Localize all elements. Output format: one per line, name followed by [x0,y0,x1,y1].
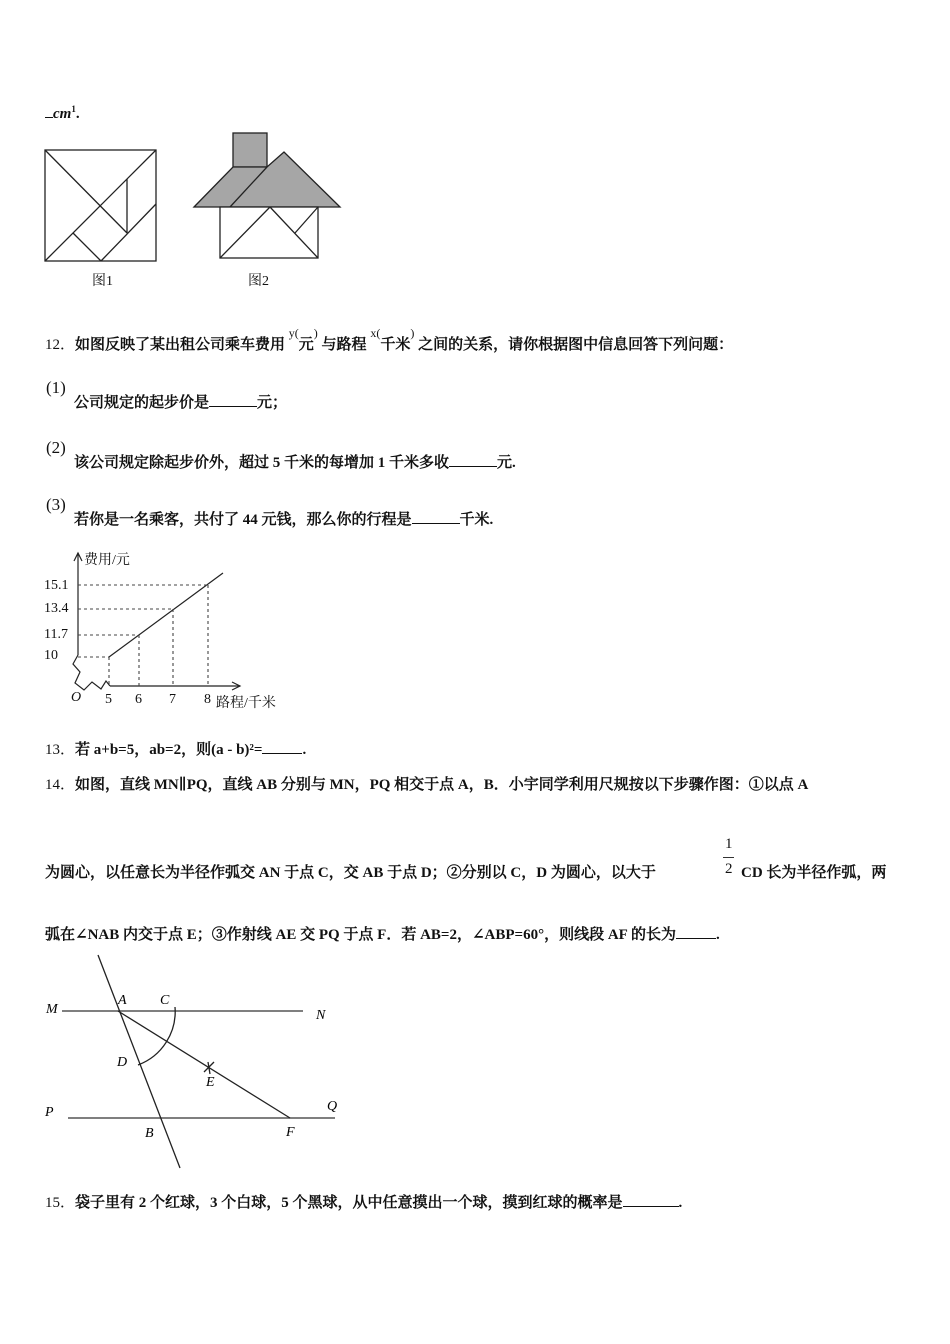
question-14-line-2: 为圆心，以任意长为半径作弧交 AN 于点 C，交 AB 于点 D；②分别以 C，D 为圆心，以大于 [45,865,656,881]
label-b: B [145,1126,154,1141]
y-tick-label: 15.1 [44,578,69,593]
ray-af [118,1011,290,1118]
x-axis-arrow [232,682,240,690]
y-variable: y( [288,326,299,340]
answer-blank-unit [45,103,80,123]
y-axis-label: 费用/元 [84,553,130,568]
label-m: M [46,1002,58,1017]
arc-cd [138,1007,175,1065]
question-number: 12． [45,337,76,353]
part-label: (2) [46,438,66,457]
label-e: E [206,1075,215,1090]
unit-superscript: 1 [71,104,76,114]
x-variable: x( [370,326,381,340]
x-tick-label: 6 [135,692,142,707]
question-text: 之间的关系，请你根据图中信息回答下列问题： [418,337,734,353]
line-ab [98,955,180,1168]
guide-lines [78,585,208,686]
label-n: N [316,1008,326,1023]
fraction-denominator: 2 [725,861,733,877]
label-q: Q [327,1099,338,1114]
x-tick-label: 8 [204,692,211,707]
label-p: P [45,1105,54,1120]
question-text: 如图反映了某出租公司乘车费用 [75,337,286,353]
origin-label: O [71,690,82,705]
answer-blank [262,739,302,754]
y-unit: 元 [298,337,314,353]
x-tick-label: 7 [169,692,176,707]
question-12-part-1: 公司规定的起步价是 元； [74,391,287,412]
period: . [75,106,80,122]
part-label: (1) [46,378,66,397]
question-12-part-2: 该公司规定除起步价外，超过 5 千米的每增加 1 千米多收 元. [74,451,516,472]
y-axis-arrow [74,553,82,561]
part-label: (3) [46,495,66,514]
unit: cm [53,106,72,122]
fraction-numerator: 1 [725,836,733,852]
label-f: F [286,1125,295,1140]
question-12: 12．如图反映了某出租公司乘车费用 $^{y(}$元) 与路程 $^{x(}$千米) 之间的关系，请你根据图中信息回答下列问题： [45,326,734,353]
arc-mark-e [204,1062,214,1072]
x-tick-label: 5 [105,692,112,707]
question-13: 13．若 a+b=5，ab=2，则(a - b)²= . [45,738,306,759]
x-unit: 千米 [380,337,411,353]
answer-blank [412,509,460,524]
figure-2-house [194,133,340,258]
x-axis-label: 路程/千米 [216,696,276,711]
fare-line [109,573,223,657]
answer-blank [45,103,53,118]
y-tick-label: 13.4 [44,601,69,616]
figure-1-caption: 图1 [92,274,113,289]
figure-1 [45,150,156,261]
label-d: D [117,1055,128,1070]
fraction-bar [723,857,734,858]
label-c: C [160,993,170,1008]
y-tick-label: 11.7 [44,627,68,642]
figure-2-caption: 图2 [248,274,269,289]
answer-blank [676,924,716,939]
question-14-line-3: 弧在∠NAB 内交于点 E；③作射线 AE 交 PQ 于点 F．若 AB=2，∠ABP=60°，则线段 AF 的长为 . [45,923,720,944]
question-14-line-2b: CD 长为半径作弧，两 [741,865,887,881]
question-15: 15．袋子里有 2 个红球，3 个白球，5 个黑球，从中任意摸出一个球，摸到红球的概率是 . [45,1191,682,1212]
question-12-part-3: 若你是一名乘客，共付了 44 元钱，那么你的行程是 千米. [74,508,493,529]
answer-blank [449,452,497,467]
y-tick-label: 10 [44,648,58,663]
question-14-line-1: 14．如图，直线 MN∥PQ，直线 AB 分别与 MN，PQ 相交于点 A，B．小宇同学利用尺规按以下步骤作图：①以点 A [45,777,809,793]
label-a: A [118,993,127,1008]
axis-break [73,655,110,690]
answer-blank [623,1192,679,1207]
answer-blank [209,392,257,407]
question-text: 与路程 [321,337,367,353]
